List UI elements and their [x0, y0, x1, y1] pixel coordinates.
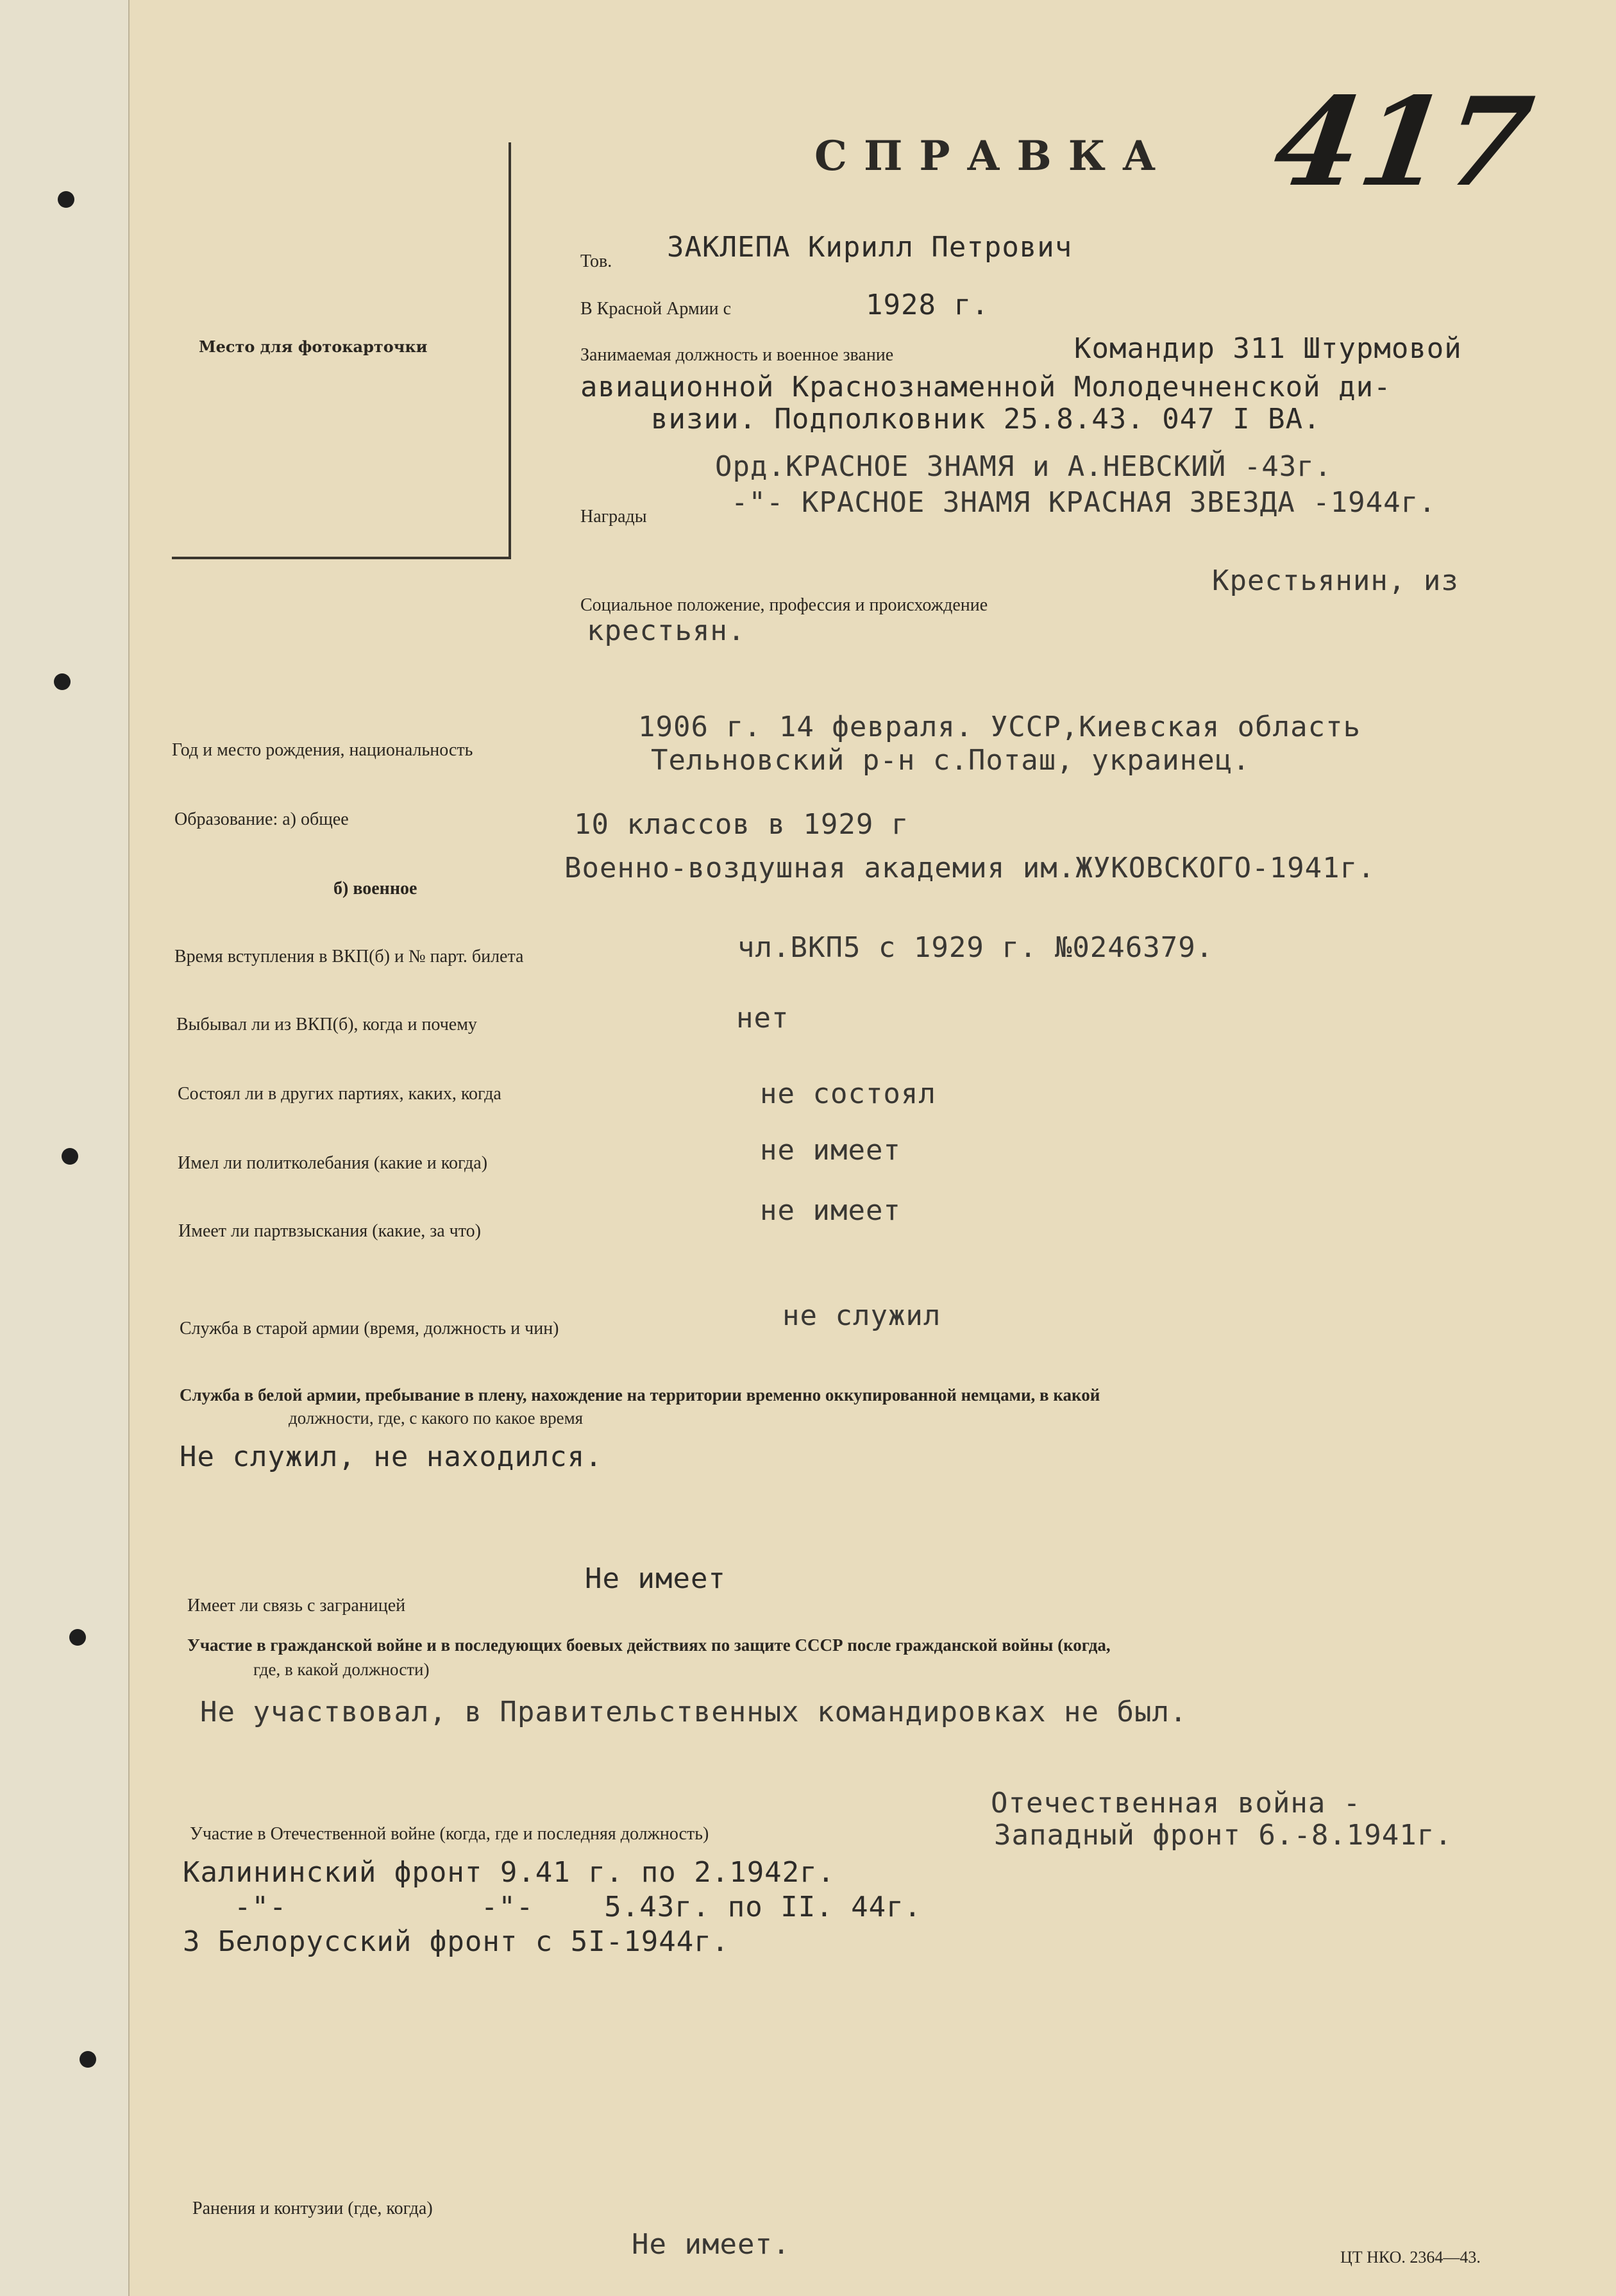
penalty-label: Имеет ли партвзыскания (какие, за что) [178, 1221, 481, 1241]
birth-label: Год и место рождения, национальность [172, 740, 473, 760]
position-value-3: визии. Подполковник 25.8.43. 047 I ВА. [651, 403, 1321, 435]
position-label: Занимаемая должность и военное звание [580, 345, 894, 365]
patriotic-value-2: Западный фронт 6.-8.1941г. [994, 1819, 1452, 1852]
position-value-1: Командир 311 Штурмовой [1074, 332, 1462, 365]
awards-value-1: Орд.КРАСНОЕ ЗНАМЯ и А.НЕВСКИЙ -43г. [715, 450, 1333, 483]
patriotic-value-5: 3 Белорусский фронт с 5I-1944г. [183, 1925, 730, 1958]
patriotic-value-1: Отечественная война - [991, 1787, 1361, 1819]
abroad-label: Имеет ли связь с заграницей [187, 1596, 406, 1616]
army-value: 1928 г. [866, 289, 989, 321]
army-label: В Красной Армии с [580, 299, 732, 319]
photo-label: Место для фотокарточки [199, 337, 428, 356]
old-army-label: Служба в старой армии (время, должность и чин) [180, 1319, 559, 1338]
white-army-label-2: должности, где, с какого по какое время [289, 1408, 584, 1428]
patriotic-value-4: -"- -"- 5.43г. по II. 44г. [234, 1891, 922, 1923]
edu-general-label: Образование: а) общее [174, 809, 349, 829]
tov-label: Тов. [580, 251, 612, 271]
birth-value-1: 1906 г. 14 февраля. УССР,Киевская область [638, 711, 1361, 743]
polit-value: не имеет [760, 1134, 901, 1167]
printer-stamp: ЦТ НКО. 2364—43. [1340, 2248, 1481, 2266]
edu-military-label: б) военное [333, 879, 417, 899]
wounds-label: Ранения и контузии (где, когда) [192, 2199, 433, 2218]
patriotic-value-3: Калининский фронт 9.41 г. по 2.1942г. [183, 1856, 836, 1889]
edu-general-value: 10 классов в 1929 г [574, 808, 909, 841]
tov-value: ЗАКЛЕПА Кирилл Петрович [667, 231, 1073, 264]
awards-value-2: -"- КРАСНОЕ ЗНАМЯ КРАСНАЯ ЗВЕЗДА -1944г. [731, 486, 1436, 519]
white-army-label-1: Служба в белой армии, пребывание в плену, нахождение на территории временно оккупированной немцами, в какой [180, 1385, 1100, 1405]
penalty-value: не имеет [760, 1194, 901, 1227]
edu-military-value: Военно-воздушная академия им.ЖУКОВСКОГО-1941г. [564, 852, 1376, 884]
polit-label: Имел ли политколебания (какие и когда) [178, 1153, 488, 1173]
punch-hole [54, 673, 71, 690]
social-value-1: Крестьянин, из [1212, 564, 1459, 597]
party-join-label: Время вступления в ВКП(б) и № парт. билета [174, 947, 524, 967]
party-join-value: чл.ВКП5 с 1929 г. №0246379. [737, 931, 1214, 964]
old-army-value: не служил [782, 1299, 941, 1332]
social-value-2: крестьян. [587, 614, 746, 647]
patriotic-label: Участие в Отечественной войне (когда, где и последняя должность) [190, 1824, 709, 1844]
wounds-value: Не имеет. [632, 2228, 791, 2261]
white-army-value: Не служил, не находился. [180, 1440, 603, 1473]
birth-value-2: Тельновский р-н с.Поташ, украинец. [651, 744, 1250, 777]
civil-war-label-2: где, в какой должности) [253, 1660, 430, 1679]
punch-hole [62, 1148, 78, 1165]
punch-hole [69, 1629, 86, 1646]
archive-number: 417 [1266, 71, 1541, 214]
party-leave-label: Выбывал ли из ВКП(б), когда и почему [176, 1015, 477, 1034]
other-parties-value: не состоял [760, 1077, 936, 1110]
page-title: СПРАВКА [814, 132, 1173, 180]
awards-label: Награды [580, 507, 647, 527]
position-value-2: авиационной Краснознаменной Молодечненской ди- [580, 371, 1392, 403]
abroad-value: Не имеет [585, 1562, 726, 1595]
social-label: Социальное положение, профессия и происхождение [580, 595, 988, 615]
other-parties-label: Состоял ли в других партиях, каких, когда [178, 1084, 501, 1104]
civil-war-value: Не участвовал, в Правительственных командировках не был. [200, 1696, 1188, 1728]
punch-hole [58, 191, 74, 208]
punch-hole [80, 2051, 96, 2068]
civil-war-label-1: Участие в гражданской войне и в последующих боевых действиях по защите СССР после гражданской войны (когда, [187, 1635, 1111, 1655]
party-leave-value: нет [736, 1002, 789, 1034]
